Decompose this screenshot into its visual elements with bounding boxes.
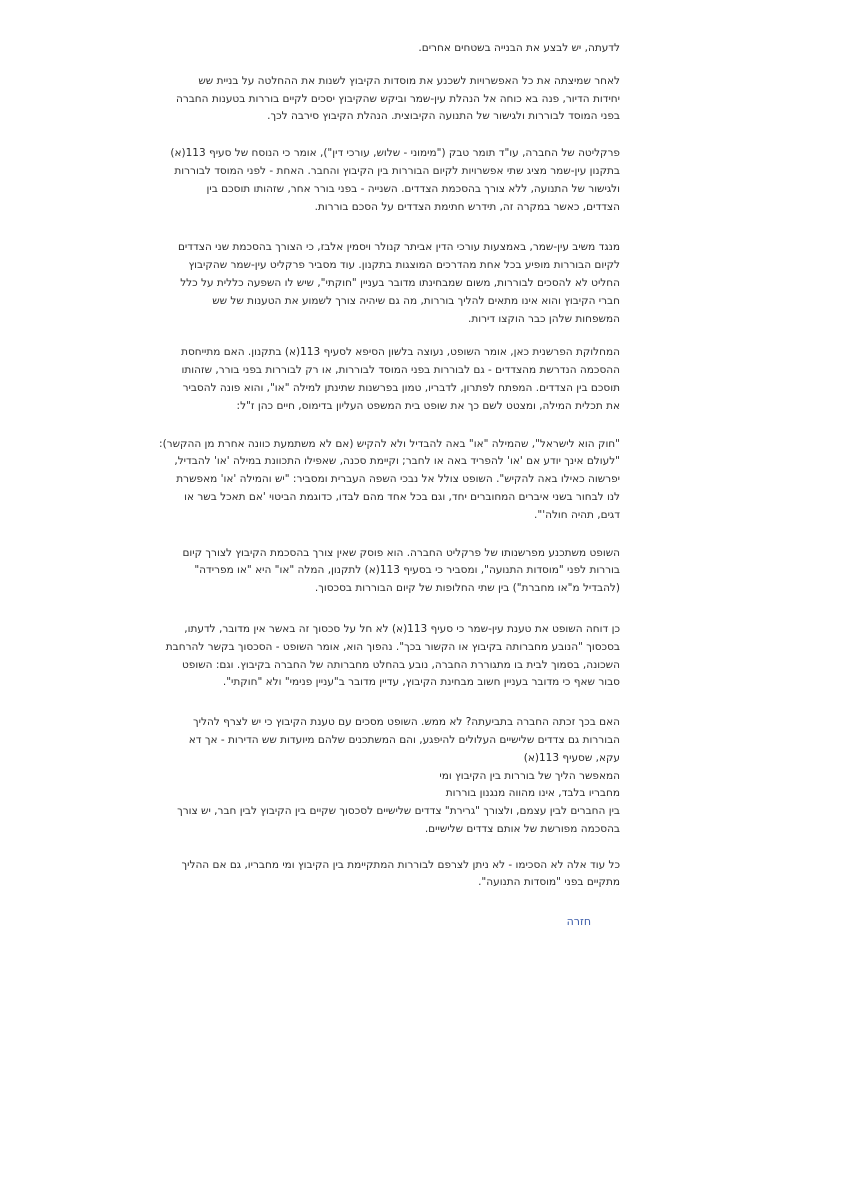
- paragraph: [165, 621, 620, 692]
- text-line: בסכסוך "הנובע מחברותה בקיבוץ או הקשור בכך". נהפוך הוא, אומר השופט - הסכסוך בקשר להרחבת: [165, 640, 620, 653]
- back-link[interactable]: חזרה: [566, 915, 591, 928]
- text-line: המאפשר הליך של בוררות בין הקיבוץ ומי: [439, 769, 620, 782]
- text-line: המשפחות שלהן כבר הוקצו דירות.: [467, 312, 620, 325]
- text-line: דגים, תהיה חולה'".: [534, 508, 620, 521]
- text-line: בין החברים לבין עצמם, ולצורך "גרירת" צדדים שלישיים לסכסוך שקיים בין הקיבוץ לבין חבר, יש צורך: [177, 805, 620, 818]
- text-line: פרקליטה של החברה, עו"ד תומר טבק ("מימוני - שלוש, עורכי דין"), אומר כי הנוסח של סעיף 113(א): [170, 147, 620, 160]
- text-line: לקיום הבוררות מופיע בכל אחת מהדרכים המוצגות בתקנון. עוד מסביר פרקליט עין-שמר שהקיבוץ: [188, 259, 620, 272]
- text-line: סבור שאף כי מדובר בעניין חשוב מבחינת הקיבוץ, עדיין מדובר ב"עניין פנימי" ולא "חוקתי".: [222, 676, 620, 689]
- text-line: את תכלית המילה, ומצטט לשם כך את שופט בית המשפט העליון בדימוס, חיים כהן ז"ל:: [236, 399, 620, 412]
- text-line: בתקנון עין-שמר מציג שתי אפשרויות לקיום הבוררות בין הקיבוץ והחבר. האחת - לפני המוסד לבוררות: [174, 164, 620, 177]
- text-line: "לעולם אינך יודע אם 'או' להפריד באה או לחבר; וקיימת סכנה, שאפילו התכוונת במילה 'או' להבדיל,: [174, 455, 620, 468]
- text-line: חברי הקיבוץ והוא אינו מתאים להליך בוררות, מה גם שיהיה צורך לשמוע את הטענות של שש: [212, 294, 620, 307]
- text-line: מתקיים בפני "מוסדות התנועה".: [478, 876, 620, 889]
- text-line: לאחר שמיצתה את כל האפשרויות לשכנע את מוסדות הקיבוץ לשנות את ההחלטה על בניית שש: [198, 74, 620, 87]
- text-line: מחבריו בלבד, אינו מהווה מנגנון בוררות: [445, 787, 620, 800]
- text-line: "חוק הוא לישראל", שהמילה "או" באה להבדיל ולא להקיש (אם לא משתמעת כוונה אחרת מן ההקשר):: [159, 437, 620, 450]
- text-line: האם בכך זכתה החברה בתביעתה? לא ממש. השופט מסכים עם טענת הקיבוץ כי יש לצרף להליך: [193, 716, 620, 729]
- paragraph: [180, 545, 620, 598]
- text-line: השכונה, בסמוך לבית בו מתגוררת החברה, נובע בהחלט מחברותה של החברה בקיבוץ. וגם: השופט: [181, 658, 620, 671]
- text-line: בוררות לפני "מוסדות התנועה", ומסביר כי בסעיף 113(א) לתקנון, המלה "או" היא "או מפרידה": [194, 564, 620, 577]
- text-line: (להבדיל מ"או מחברת") בין שתי החלופות של קיום הבוררות בסכסוך.: [314, 582, 620, 595]
- text-line: החליט לא להסכים לבוררות, משום שמבחינתו מדובר בעניין "חוקתי", שיש לו השפעה כללית על כלל: [180, 276, 620, 289]
- text-line: לדעתה, יש לבצע את הבנייה בשטחים אחרים.: [418, 42, 620, 54]
- paragraph: [180, 40, 620, 58]
- text-line: השופט משתכנע מפרשנותו של פרקליט החברה. הוא פוסק שאין צורך בהסכמת הקיבוץ לצורך קיום: [182, 546, 620, 559]
- text-line: עקא, שסעיף 113(א): [523, 751, 620, 764]
- text-line: כל עוד אלה לא הסכימו - לא ניתן לצרפם לבוררות המתקיימת בין הקיבוץ ומי מחבריו, גם אם ההליך: [181, 858, 620, 871]
- text-line: הבוררות גם צדדים שלישיים העלולים להיפגע, והם המשתכנים שלהם מיועדות שש הדירות - אך דא: [188, 733, 620, 746]
- text-line: בפני המוסד לבוררות ולגישור של התנועה הקיבוצית. הנהלת הקיבוץ סירבה לכך.: [267, 110, 620, 123]
- paragraph: [175, 73, 620, 126]
- text-line: בהסכמה מפורשת של אותם צדדים שלישיים.: [424, 822, 620, 835]
- text-line: יחידות הדיור, פנה בא כוחה אל הנהלת עין-שמר וביקש שהקיבוץ יסכים לקיים בוררות בטענות החברה: [175, 92, 620, 105]
- text-line: מנגד משיב עין-שמר, באמצעות עורכי הדין אביתר קנולר ויסמין אלבז, כי הצורך בהסכמת שני הצדדים: [177, 241, 620, 254]
- article-body: [159, 40, 620, 892]
- paragraph: [170, 145, 620, 216]
- text-line: הצדדים, כאשר במקרה זה, תידרש חתימת הצדדים על הסכם בוררות.: [314, 200, 620, 213]
- paragraph: [180, 344, 620, 415]
- text-line: לנו לבחור בשני איברים המחוברים יחד, וגם בכל אחד מהם לבדו, כדוגמת הביטוי 'אם תאכל בשר או: [184, 490, 620, 503]
- paragraph: [177, 714, 620, 839]
- text-line: ולגישור של התנועה, ללא צורך בהסכמת הצדדים. השנייה - בפני בורר אחר, שזהותו תוסכם בין: [206, 182, 620, 195]
- paragraph: [180, 857, 620, 893]
- text-line: תוסכם בין הצדדים. המפתח לפתרון, לדבריו, טמון בפרשנות שתינתן למילה "או", והוא פונה להסביר: [182, 381, 620, 394]
- text-line: יפרשוה כאילו באה להקיש". השופט צולל אל נבכי השפה העברית ומסביר: "יש והמילה 'או' מאפשרת: [176, 473, 620, 486]
- paragraph: [177, 239, 620, 328]
- text-line: כן דוחה השופט את טענת עין-שמר כי סעיף 113(א) לא חל על סכסוך זה באשר אין מדובר, לדעתו,: [184, 622, 620, 635]
- paragraph: [159, 436, 620, 525]
- text-line: המחלוקת הפרשנית כאן, אומר השופט, נעוצה בלשון הסיפא לסעיף 113(א) בתקנון. האם מתייחסת: [181, 346, 620, 359]
- text-line: ההסכמה הנדרשת מהצדדים - גם לבוררות בפני המוסד לבוררות, או רק לבוררות בפני בורר, שזהותו: [181, 364, 620, 377]
